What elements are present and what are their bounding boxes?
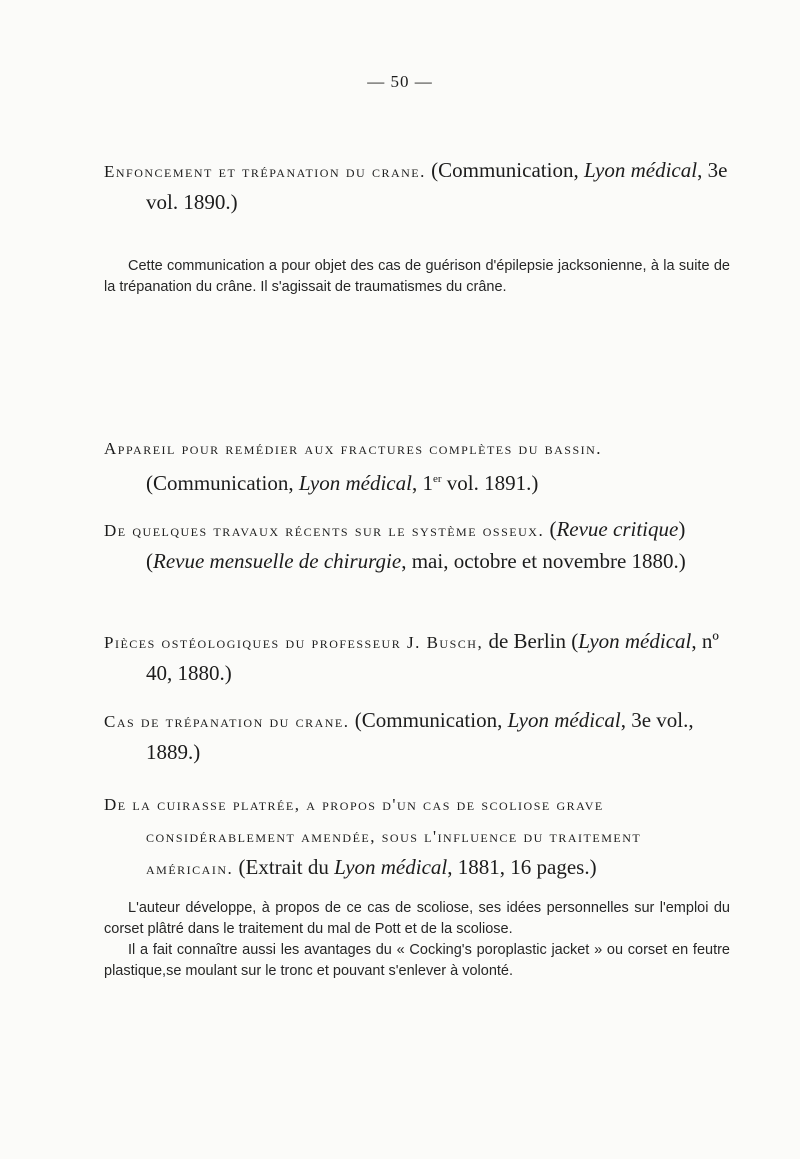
bibliography-entry bbox=[104, 432, 730, 499]
entry-title: De la cuirasse platrée, a propos d'un cas de scoliose grave considérablement amendée, sous l'influence du traitement américain. bbox=[104, 795, 642, 878]
bibliography-entry bbox=[104, 155, 730, 218]
journal-name: Lyon médical bbox=[583, 158, 698, 182]
bibliography-entry bbox=[104, 626, 730, 689]
entry-title: Appareil pour remédier aux fractures complètes du bassin. bbox=[104, 439, 603, 458]
journal-name: Lyon médical bbox=[298, 471, 412, 495]
journal-name: Lyon médical bbox=[507, 708, 621, 732]
entry-text: De quelques travaux récents sur le système osseux. (Revue critique) (Revue mensuelle de chirurgie, mai, octobre et novembre 1880.) bbox=[104, 517, 686, 573]
entry-title: De quelques travaux récents sur le système osseux. bbox=[104, 521, 545, 540]
entry-text: Enfoncement et trépanation du crane. (Communication, Lyon médical, 3e vol. 1890.) bbox=[104, 158, 728, 214]
journal-name: Revue mensuelle de chirurgie bbox=[153, 549, 402, 573]
page-number: — 50 — bbox=[367, 72, 433, 91]
entry-abstract: Cette communication a pour objet des cas de guérison d'épilepsie jacksonienne, à la suite de la trépanation du crâne. Il s'agissait de traumatismes du crâne. bbox=[104, 258, 730, 295]
bibliography-entry bbox=[104, 788, 730, 884]
journal-name: Lyon médical bbox=[334, 855, 448, 879]
bibliography-entry bbox=[104, 705, 730, 768]
entry-title: Enfoncement et trépanation du crane. bbox=[104, 162, 426, 181]
entry-text: De la cuirasse platrée, a propos d'un cas de scoliose grave considérablement amendée, sous l'influence du traitement américain. (Extrait du Lyon médical, 1881, 16 pages.) bbox=[104, 795, 642, 879]
journal-name: Lyon médical bbox=[578, 629, 692, 653]
entry-text: Appareil pour remédier aux fractures complètes du bassin. (Communication, Lyon médical, 1er vol. 1891.) bbox=[104, 439, 603, 495]
entry-abstract: L'auteur développe, à propos de ce cas de scoliose, ses idées personnelles sur l'emploi du corset plâtré dans le traitement du mal de Pott et de la scoliose. Il a fait connaître aussi les avantages du « Cocking's poroplastic jacket » ou corset en feutre plastique,se moulant sur le tronc et pouvant s'enlever à volonté. bbox=[104, 900, 730, 979]
entry-text: Pièces ostéologiques du professeur J. Busch, de Berlin (Lyon médical, nº 40, 1880.) bbox=[104, 629, 719, 685]
entry-title: Cas de trépanation du crane. bbox=[104, 712, 350, 731]
bibliography-entry bbox=[104, 514, 730, 577]
entry-title: Pièces ostéologiques du professeur J. Busch, bbox=[104, 633, 484, 652]
critique-label: Revue critique bbox=[556, 517, 679, 541]
entry-text: Cas de trépanation du crane. (Communication, Lyon médical, 3e vol., 1889.) bbox=[104, 708, 694, 764]
